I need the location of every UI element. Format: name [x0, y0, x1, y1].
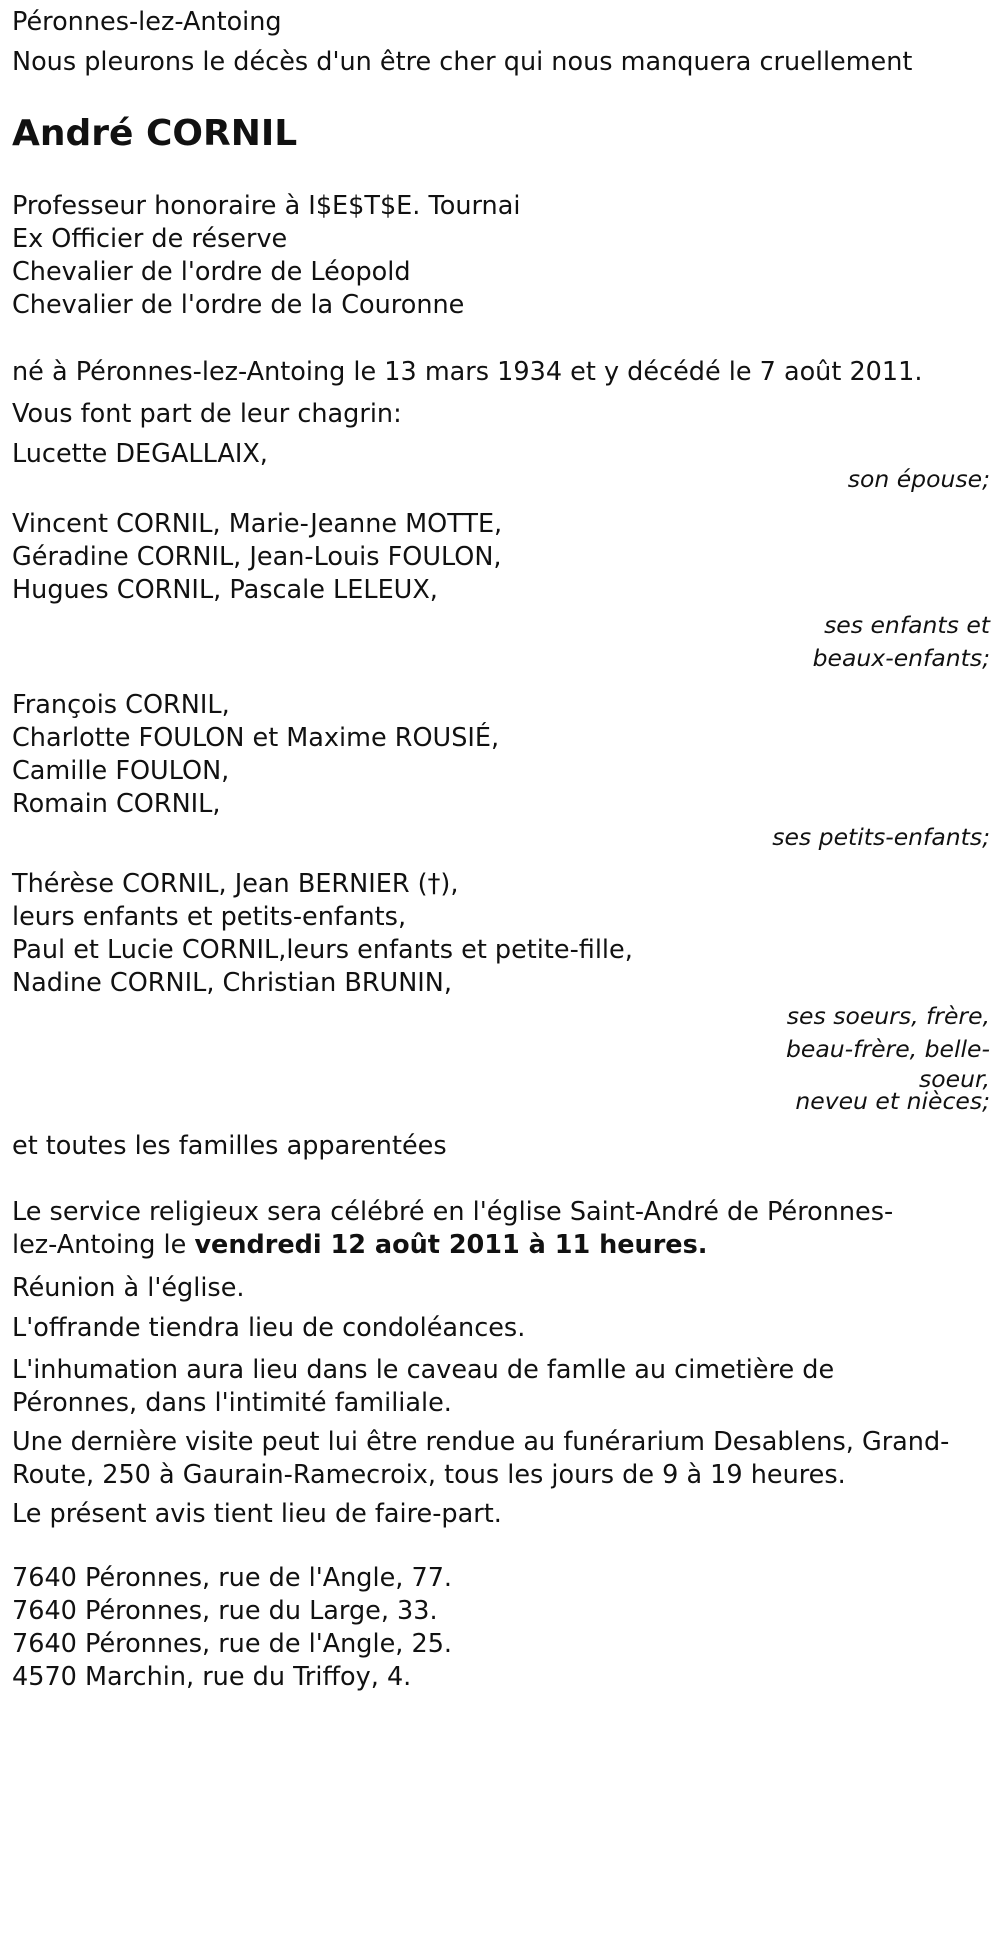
spouse-block [12, 434, 990, 493]
address-line: 7640 Péronnes, rue de l'Angle, 77. [12, 1563, 453, 1593]
service-text [12, 1229, 988, 1262]
siblings-block [12, 868, 990, 1115]
family-name: Romain CORNIL, [12, 789, 221, 819]
family-name: Vincent CORNIL, Marie-Jeanne MOTTE, [12, 509, 503, 539]
relation-label: neveu et nièces; [795, 1087, 990, 1115]
family-name: Géradine CORNIL, Jean-Louis FOULON, [12, 542, 502, 572]
address-line: 4570 Marchin, rue du Triffoy, 4. [12, 1662, 412, 1692]
relation-label: ses soeurs, frère, [786, 1002, 990, 1030]
visit-text: Une dernière visite peut lui être rendue au funérarium Desablens, Grand- [12, 1427, 950, 1457]
meeting-text: Réunion à l'église. [12, 1273, 245, 1303]
locality: Péronnes-lez-Antoing [12, 7, 282, 37]
title-line: Ex Officier de réserve [12, 224, 288, 254]
service-date: vendredi 12 août 2011 à 11 heures. [194, 1230, 708, 1260]
children-block [12, 508, 988, 675]
family-name: Camille FOULON, [12, 756, 230, 786]
family-name: Lucette DEGALLAIX, [12, 439, 268, 469]
visit-text: Route, 250 à Gaurain-Ramecroix, tous les jours de 9 à 19 heures. [12, 1460, 846, 1490]
relation-label: beau-frère, belle- [786, 1035, 990, 1063]
grandchildren-block [12, 689, 988, 854]
birth-death: né à Péronnes-lez-Antoing le 13 mars 1934 et y décédé le 7 août 2011. [12, 357, 923, 387]
service-text-prefix: lez-Antoing le [12, 1230, 195, 1260]
addresses-block [12, 1562, 988, 1694]
service-text: Le service religieux sera célébré en l'église Saint-André de Péronnes- [12, 1197, 894, 1227]
deceased-name: André CORNIL [12, 113, 298, 154]
relation-label: beaux-enfants; [812, 644, 990, 672]
obituary-page [0, 2, 1000, 1942]
family-intro: Vous font part de leur chagrin: [12, 399, 402, 429]
burial-text: Péronnes, dans l'intimité familiale. [12, 1388, 452, 1418]
title-line: Chevalier de l'ordre de la Couronne [12, 290, 465, 320]
title-line: Chevalier de l'ordre de Léopold [12, 257, 411, 287]
offering-text: L'offrande tiendra lieu de condoléances. [12, 1313, 526, 1343]
family-name: Hugues CORNIL, Pascale LELEUX, [12, 575, 438, 605]
notice-text: Le présent avis tient lieu de faire-part. [12, 1499, 502, 1529]
relation-label: ses petits-enfants; [772, 823, 990, 851]
family-name: leurs enfants et petits-enfants, [12, 902, 407, 932]
relation-label: ses enfants et [824, 611, 990, 639]
service-block [12, 1196, 988, 1534]
family-name: Thérèse CORNIL, Jean BERNIER (†), [12, 869, 459, 899]
family-name: Paul et Lucie CORNIL,leurs enfants et petite-fille, [12, 935, 633, 965]
families-closing: et toutes les familles apparentées [12, 1131, 447, 1161]
titles-block [12, 190, 988, 322]
address-line: 7640 Péronnes, rue du Large, 33. [12, 1596, 438, 1626]
intro-text: Nous pleurons le décès d'un être cher qui nous manquera cruellement [12, 47, 913, 77]
burial-text: L'inhumation aura lieu dans le caveau de famlle au cimetière de [12, 1355, 835, 1385]
address-line: 7640 Péronnes, rue de l'Angle, 25. [12, 1629, 453, 1659]
family-name: François CORNIL, [12, 690, 230, 720]
family-name: Charlotte FOULON et Maxime ROUSIÉ, [12, 723, 500, 753]
family-name: Nadine CORNIL, Christian BRUNIN, [12, 968, 452, 998]
relation-label: soeur, [919, 1065, 990, 1093]
title-line: Professeur honoraire à I$E$T$E. Tournai [12, 191, 521, 221]
relation-label: son épouse; [847, 465, 990, 493]
